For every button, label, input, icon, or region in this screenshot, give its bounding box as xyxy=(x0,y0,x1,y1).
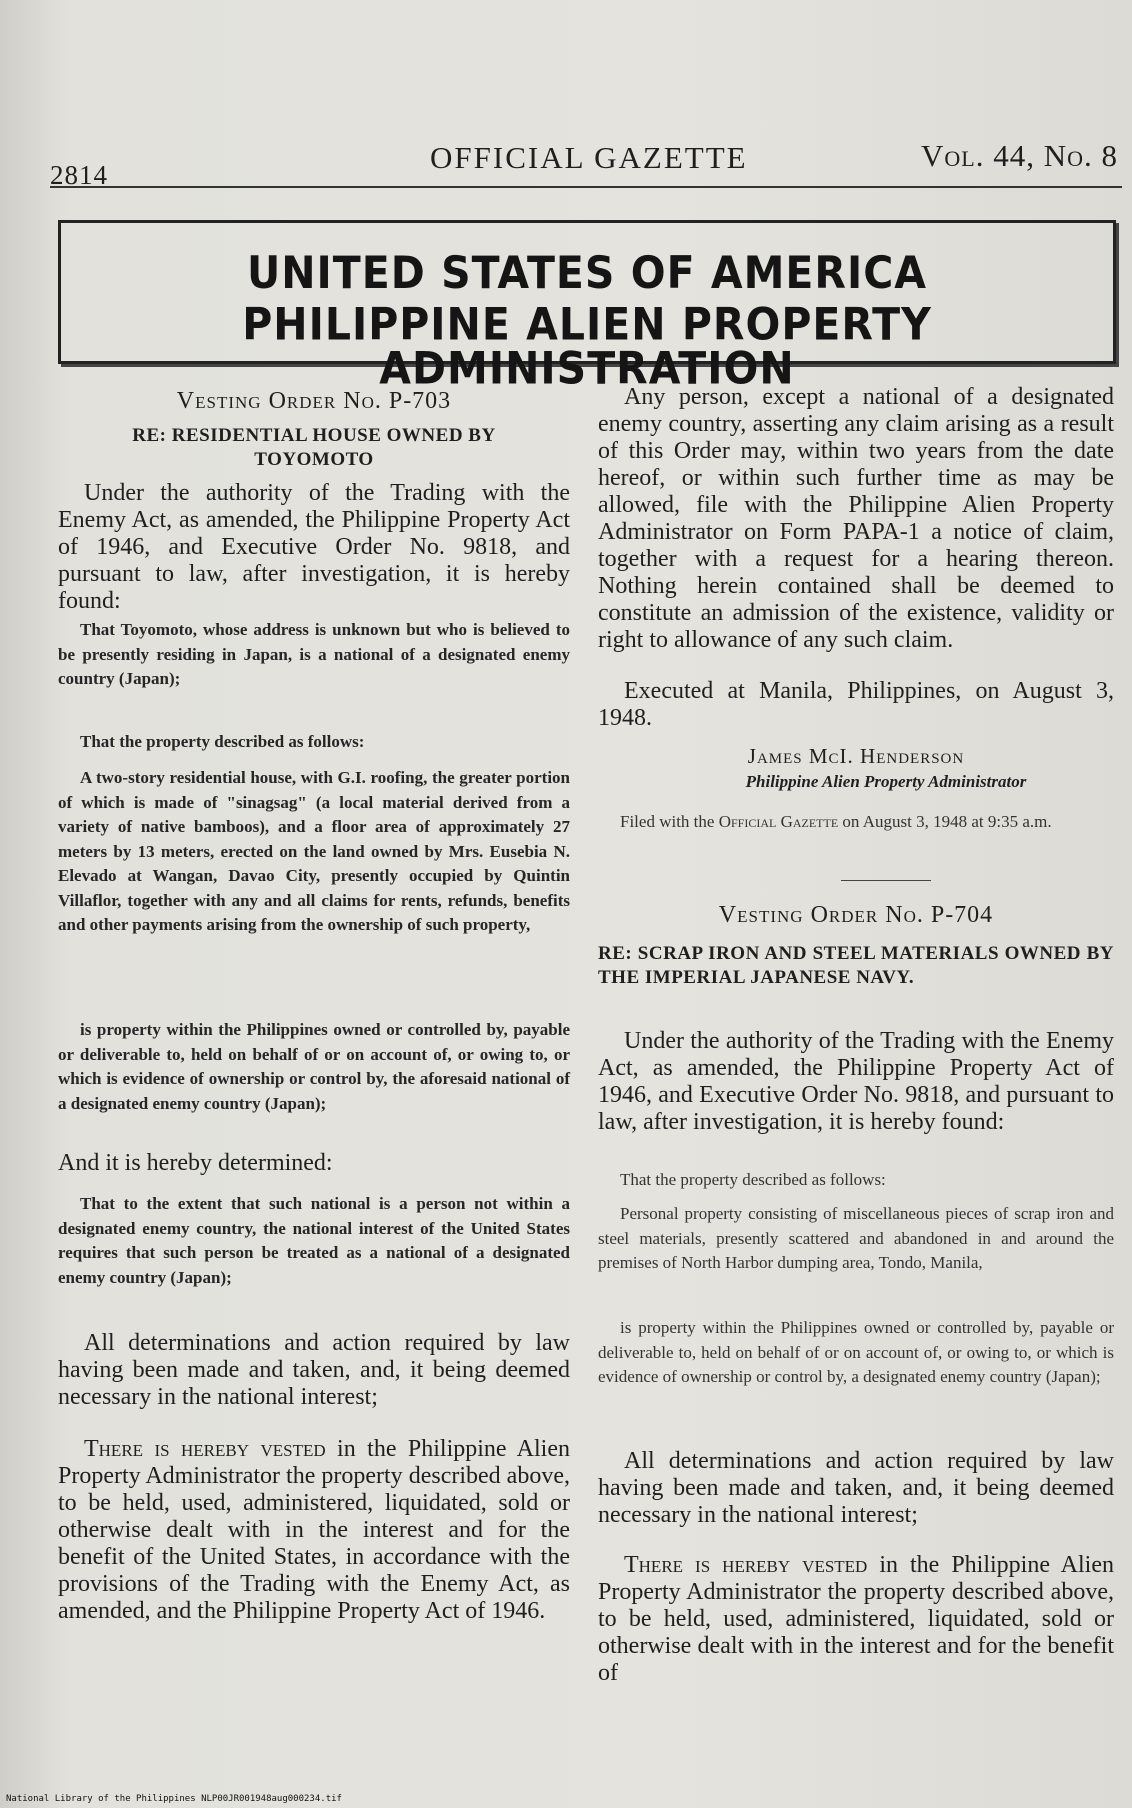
order-703-signer-title: Philippine Alien Property Administrator xyxy=(745,772,1027,791)
filed-post: on August 3, 1948 at 9:35 a.m. xyxy=(838,812,1052,831)
page-header xyxy=(50,134,1118,190)
section-separator xyxy=(841,880,931,881)
page-number: 2814 xyxy=(50,160,108,190)
agency-banner xyxy=(58,220,1116,395)
order-703-title: Vesting Order No. P-703 xyxy=(176,388,452,414)
volume-number: Vol. 44, No. 8 xyxy=(921,138,1118,173)
order-703-subject: RE: RESIDENTIAL HOUSE OWNED BY TOYOMOTO xyxy=(132,425,496,470)
order-703-vesting-clause xyxy=(58,1436,570,1625)
order-703-determined: And it is hereby determined: xyxy=(58,1150,333,1176)
order-704-vesting-clause xyxy=(598,1552,1114,1687)
order-703-all-determinations: All determinations and action required by law having been made and taken, and, it being deemed necessary in the national interest; xyxy=(58,1330,570,1410)
order-704-property-description: Personal property consisting of miscellaneous pieces of scrap iron and steel materials, presently scattered and abandoned in and around the premises of North Harbor dumping area, Tondo, Manila, xyxy=(598,1204,1114,1272)
order-704-intro: Under the authority of the Trading with the Enemy Act, as amended, the Philippine Property Act of 1946, and Executive Order No. 9818, and pursuant to law, after investigation, it is hereby found: xyxy=(598,1028,1114,1135)
order-703-executed: Executed at Manila, Philippines, on August 3, 1948. xyxy=(598,678,1114,731)
order-704-title: Vesting Order No. P-704 xyxy=(718,902,994,928)
order-704-finding: That the property described as follows: xyxy=(620,1170,886,1189)
vesting-text: in the Philippine Alien Property Administrator the property described above, to be held, used, administered, liquidated, sold or otherwise dealt with in the interest and for the benefit of the United States, in accordance with the provisions of the Trading with the Enemy Act, as amended, and the Philippine Property Act of 1946. xyxy=(58,1436,571,1624)
order-704-is-property: is property within the Philippines owned or controlled by, payable or deliverable to, held on behalf of or on account of, or owing to, or which is evidence of ownership or control by, a designated enemy country (Japan); xyxy=(598,1318,1114,1386)
banner-line-1: UNITED STATES OF AMERICA xyxy=(246,247,928,299)
order-703-is-property: is property within the Philippines owned or controlled by, payable or deliverable to, held on behalf of or on account of, or owing to, or which is evidence of ownership or control by, the aforesaid national of a designated enemy country (Japan); xyxy=(58,1020,570,1113)
order-703-finding-property: That the property described as follows: xyxy=(80,732,365,751)
order-703-intro: Under the authority of the Trading with the Enemy Act, as amended, the Philippine Property Act of 1946, and Executive Order No. 9818, and pursuant to law, after investigation, it is hereby found: xyxy=(58,480,570,614)
order-703-determination: That to the extent that such national is a person not within a designated enemy country, the national interest of the United States requires that such person be treated as a national of a designated enemy country (Japan); xyxy=(58,1194,570,1287)
gazette-title: OFFICIAL GAZETTE xyxy=(430,140,748,175)
banner-line-2: PHILIPPINE ALIEN PROPERTY ADMINISTRATION xyxy=(242,298,932,395)
filed-gazette: Official Gazette xyxy=(718,812,839,831)
order-704-subject: RE: SCRAP IRON AND STEEL MATERIALS OWNED BY THE IMPERIAL JAPANESE NAVY. xyxy=(598,943,1114,988)
filed-pre: Filed with the xyxy=(620,812,719,831)
order-703-finding-national: That Toyomoto, whose address is unknown but who is believed to be presently residing in Japan, is a national of a designated enemy country (Japan); xyxy=(58,620,570,688)
order-703-property-description: A two-story residential house, with G.I. roofing, the greater portion of which is made of "sinagsag" (a local material derived from a variety of native bamboos), and a floor area of approximately 27 meters by 13 meters, erected on the land owned by Mrs. Eusebia N. Elevado at Wangan, Davao City, presently occupied by Quintin Villaflor, together with any and all claims for rents, refunds, benefits and other payments arising from the ownership of such property, xyxy=(58,768,570,934)
scan-footer: National Library of the Philippines NLP00JR001948aug000234.tif xyxy=(6,1794,342,1804)
vesting-text-704: in the Philippine Alien Property Administrator the property described above, to be held, used, administered, liquidated, sold or otherwise dealt with in the interest and for the benefit of xyxy=(598,1552,1114,1686)
vesting-lead: There is hereby vested xyxy=(84,1436,326,1462)
header-rule xyxy=(50,186,1122,188)
order-703-filed-note xyxy=(598,810,1114,835)
vesting-lead-704: There is hereby vested xyxy=(624,1552,868,1578)
order-704-all-determinations: All determinations and action required by law having been made and taken, and, it being deemed necessary in the national interest; xyxy=(598,1448,1114,1528)
order-703-signer: James McI. Henderson xyxy=(747,744,965,768)
order-703-claim: Any person, except a national of a designated enemy country, asserting any claim arising as a result of this Order may, within two years from the date hereof, or within such further time as may be allowed, file with the Philippine Alien Property Administrator on Form PAPA-1 a notice of claim, together with a request for a hearing thereon. Nothing herein contained shall be deemed to constitute an admission of the existence, validity or right to allowance of any such claim. xyxy=(598,384,1114,653)
